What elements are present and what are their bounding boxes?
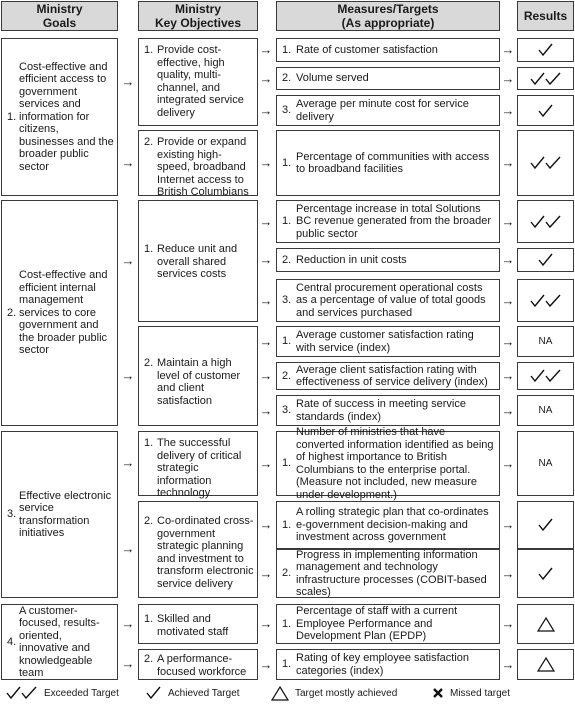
arrow-icon: → — [121, 74, 135, 89]
measure-text: Number of ministries that have converted information identified as being of highest importance to British Columbians to the enterprise portal. (Measure not included, new measure under development.) — [296, 426, 494, 501]
double-check-icon — [6, 686, 38, 700]
result-cell — [517, 279, 574, 322]
arrow-icon: → — [501, 455, 515, 471]
objective-text: Reduce unit and overall shared services costs — [157, 243, 238, 280]
objective-text: The successful delivery of critical strategic information technology — [157, 437, 242, 499]
objective-number: 1. — [144, 44, 154, 56]
measure-number: 2. — [282, 253, 292, 266]
measure-row — [276, 248, 500, 272]
measure-text: Average customer satisfaction rating with service (index) — [296, 329, 474, 354]
goal-2 — [1, 200, 118, 426]
arrow-icon: → — [121, 368, 135, 383]
check-icon — [538, 567, 554, 581]
goal-number: 4. — [7, 635, 17, 648]
measure-row — [276, 67, 500, 90]
measure-text: A rolling strategic plan that co-ordinates e-government decision-making and investment across government — [296, 506, 489, 544]
measure-text: Rating of key employee satisfaction categories (index) — [296, 652, 470, 677]
objective-text: Maintain a high level of customer and client satisfaction — [157, 357, 241, 407]
measure-row — [276, 326, 500, 357]
double-check-icon — [530, 215, 562, 229]
result-cell — [517, 326, 574, 357]
arrow-icon: → — [501, 155, 515, 170]
result-na-label: NA — [538, 405, 553, 416]
arrow-icon: → — [501, 102, 515, 118]
goal-text: Effective electronic service transformation initiatives — [19, 489, 112, 539]
result-cell — [517, 501, 574, 549]
measure-row — [276, 426, 500, 501]
measure-number: 1. — [282, 617, 292, 630]
objective-number: 2. — [144, 515, 154, 527]
arrow-icon: → — [259, 155, 273, 170]
arrow-icon: → — [501, 70, 515, 86]
check-icon — [538, 43, 554, 57]
measure-number: 3. — [282, 294, 292, 307]
objective-2-1 — [138, 200, 258, 322]
measure-row — [276, 38, 500, 62]
arrow-icon: → — [259, 292, 273, 308]
objective-number: 2. — [144, 357, 154, 369]
arrow-icon: → — [259, 455, 273, 471]
measure-text: Central procurement operational costs as a percentage of value of total goods and services purchased — [296, 281, 486, 319]
measure-number: 2. — [282, 369, 292, 382]
objective-text: Provide or expand existing high-speed, broadband Internet access to British Columbians — [157, 136, 249, 198]
arrow-icon: → — [501, 42, 515, 57]
objective-number: 1. — [144, 437, 154, 449]
result-na-label: NA — [538, 458, 553, 469]
legend-missed-label: Missed target — [450, 687, 511, 699]
objective-text: Skilled and motivated staff — [157, 613, 229, 638]
goal-1 — [1, 38, 118, 196]
objective-4-2 — [138, 649, 258, 680]
objective-number: 1. — [144, 613, 154, 625]
measure-text: Percentage of staff with a current Employee Performance and Development Plan (EPDP) — [296, 605, 458, 643]
arrow-icon: → — [121, 616, 135, 631]
objective-4-1 — [138, 604, 258, 644]
double-check-icon — [530, 156, 562, 170]
check-icon — [538, 253, 554, 267]
measure-text: Volume served — [296, 72, 369, 85]
arrow-icon: → — [501, 656, 515, 672]
arrow-icon: → — [259, 565, 273, 581]
measure-row — [276, 549, 500, 598]
arrow-icon: → — [121, 155, 135, 170]
measure-number: 1. — [282, 518, 292, 531]
arrow-icon: → — [121, 455, 135, 470]
cross-icon — [432, 687, 444, 699]
measure-number: 1. — [282, 658, 292, 671]
result-cell — [517, 549, 574, 598]
goal-number: 3. — [7, 508, 17, 521]
arrow-icon: → — [259, 102, 273, 118]
arrow-icon: → — [259, 616, 273, 631]
goal-text: A customer-focused, results-oriented, innovative and knowledgeable team — [19, 604, 100, 679]
objective-number: 1. — [144, 243, 154, 255]
arrow-icon: → — [259, 252, 273, 267]
result-cell — [517, 248, 574, 272]
measure-row — [276, 130, 500, 196]
goal-4 — [1, 604, 118, 680]
legend-exceeded-label: Exceeded Target — [44, 687, 119, 699]
objective-text: Co-ordinated cross-government strategic planning and investment to transform electronic service delivery — [157, 515, 254, 590]
legend-achieved — [146, 683, 240, 703]
objective-text: A performance-focused workforce — [157, 653, 247, 678]
arrow-icon: → — [501, 333, 515, 349]
goal-text: Cost-effective and efficient access to government services and information for citizens, businesses and the broader public sector — [19, 60, 114, 173]
result-cell — [517, 431, 574, 496]
goal-number: 1. — [7, 110, 17, 123]
result-cell — [517, 395, 574, 426]
arrow-icon: → — [501, 517, 515, 532]
triangle-icon — [537, 657, 555, 672]
arrow-icon: → — [259, 42, 273, 57]
objective-2-2 — [138, 326, 258, 426]
measure-number: 1. — [282, 156, 292, 169]
measure-row — [276, 362, 500, 390]
measure-number: 1. — [282, 457, 292, 470]
header-goals: Ministry Goals — [1, 1, 118, 31]
objective-1-2 — [138, 130, 258, 196]
measure-text: Progress in implementing information management and technology infrastructure processes (COBIT-based scales) — [296, 548, 487, 598]
arrow-icon: → — [501, 565, 515, 581]
measure-row — [276, 279, 500, 322]
arrow-icon: → — [121, 541, 135, 556]
measure-text: Average per minute cost for service delivery — [296, 98, 469, 123]
measure-number: 3. — [282, 404, 292, 417]
objective-3-2 — [138, 501, 258, 598]
measure-row — [276, 604, 500, 644]
arrow-icon: → — [259, 517, 273, 532]
legend-missed — [432, 683, 510, 703]
header-measures: Measures/Targets (As appropriate) — [276, 1, 500, 31]
arrow-icon: → — [259, 213, 273, 229]
triangle-icon — [271, 686, 289, 701]
measure-number: 3. — [282, 104, 292, 117]
result-cell — [517, 604, 574, 644]
result-cell — [517, 200, 574, 243]
measure-text: Rate of success in meeting service standards (index) — [296, 398, 466, 423]
arrow-icon: → — [259, 368, 273, 383]
check-icon — [538, 518, 554, 532]
measure-text: Percentage of communities with access to broadband facilities — [296, 150, 490, 175]
objective-text: Provide cost-effective, high quality, multi-channel, and integrated service delivery — [157, 44, 244, 119]
measure-number: 1. — [282, 43, 292, 56]
legend-achieved-label: Achieved Target — [168, 687, 240, 699]
header-results: Results — [517, 1, 574, 31]
arrow-icon: → — [501, 252, 515, 267]
result-cell — [517, 362, 574, 390]
arrow-icon: → — [259, 656, 273, 672]
arrow-icon: → — [121, 253, 135, 268]
double-check-icon — [530, 369, 562, 383]
arrow-icon: → — [501, 292, 515, 308]
measure-row — [276, 395, 500, 426]
goal-3 — [1, 431, 118, 598]
double-check-icon — [530, 72, 562, 86]
measure-number: 2. — [282, 72, 292, 85]
measure-row — [276, 95, 500, 126]
measure-text: Rate of customer satisfaction — [296, 43, 438, 56]
measure-row — [276, 649, 500, 680]
result-cell — [517, 38, 574, 62]
triangle-icon — [537, 617, 555, 632]
measure-text: Average client satisfaction rating with effectiveness of service delivery (index) — [296, 363, 488, 388]
legend-mostly — [271, 683, 397, 703]
goal-number: 2. — [7, 306, 17, 319]
result-cell — [517, 67, 574, 90]
arrow-icon: → — [501, 616, 515, 631]
measure-text: Reduction in unit costs — [296, 253, 407, 266]
arrow-icon: → — [501, 213, 515, 229]
objective-3-1 — [138, 431, 258, 499]
arrow-icon: → — [501, 402, 515, 418]
measure-number: 1. — [282, 335, 292, 348]
result-cell — [517, 95, 574, 126]
arrow-icon: → — [121, 656, 135, 671]
measure-text: Percentage increase in total Solutions BC revenue generated from the broader public sector — [296, 202, 492, 240]
measure-row — [276, 501, 500, 549]
arrow-icon: → — [501, 368, 515, 383]
check-icon — [146, 686, 162, 700]
goal-text: Cost-effective and efficient internal management services to core government and the broader public sector — [19, 269, 108, 357]
result-na-label: NA — [538, 336, 553, 347]
result-cell — [517, 130, 574, 196]
measure-row — [276, 200, 500, 243]
arrow-icon: → — [259, 402, 273, 418]
objective-number: 2. — [144, 136, 154, 148]
objective-1-1 — [138, 38, 258, 126]
measure-number: 1. — [282, 215, 292, 228]
check-icon — [538, 104, 554, 118]
header-objectives: Ministry Key Objectives — [138, 1, 258, 31]
legend-exceeded — [6, 683, 119, 703]
arrow-icon: → — [259, 70, 273, 86]
legend-mostly-label: Target mostly achieved — [295, 687, 398, 699]
double-check-icon — [530, 294, 562, 308]
measure-number: 2. — [282, 567, 292, 580]
result-cell — [517, 649, 574, 680]
arrow-icon: → — [259, 333, 273, 349]
objective-number: 2. — [144, 653, 154, 665]
